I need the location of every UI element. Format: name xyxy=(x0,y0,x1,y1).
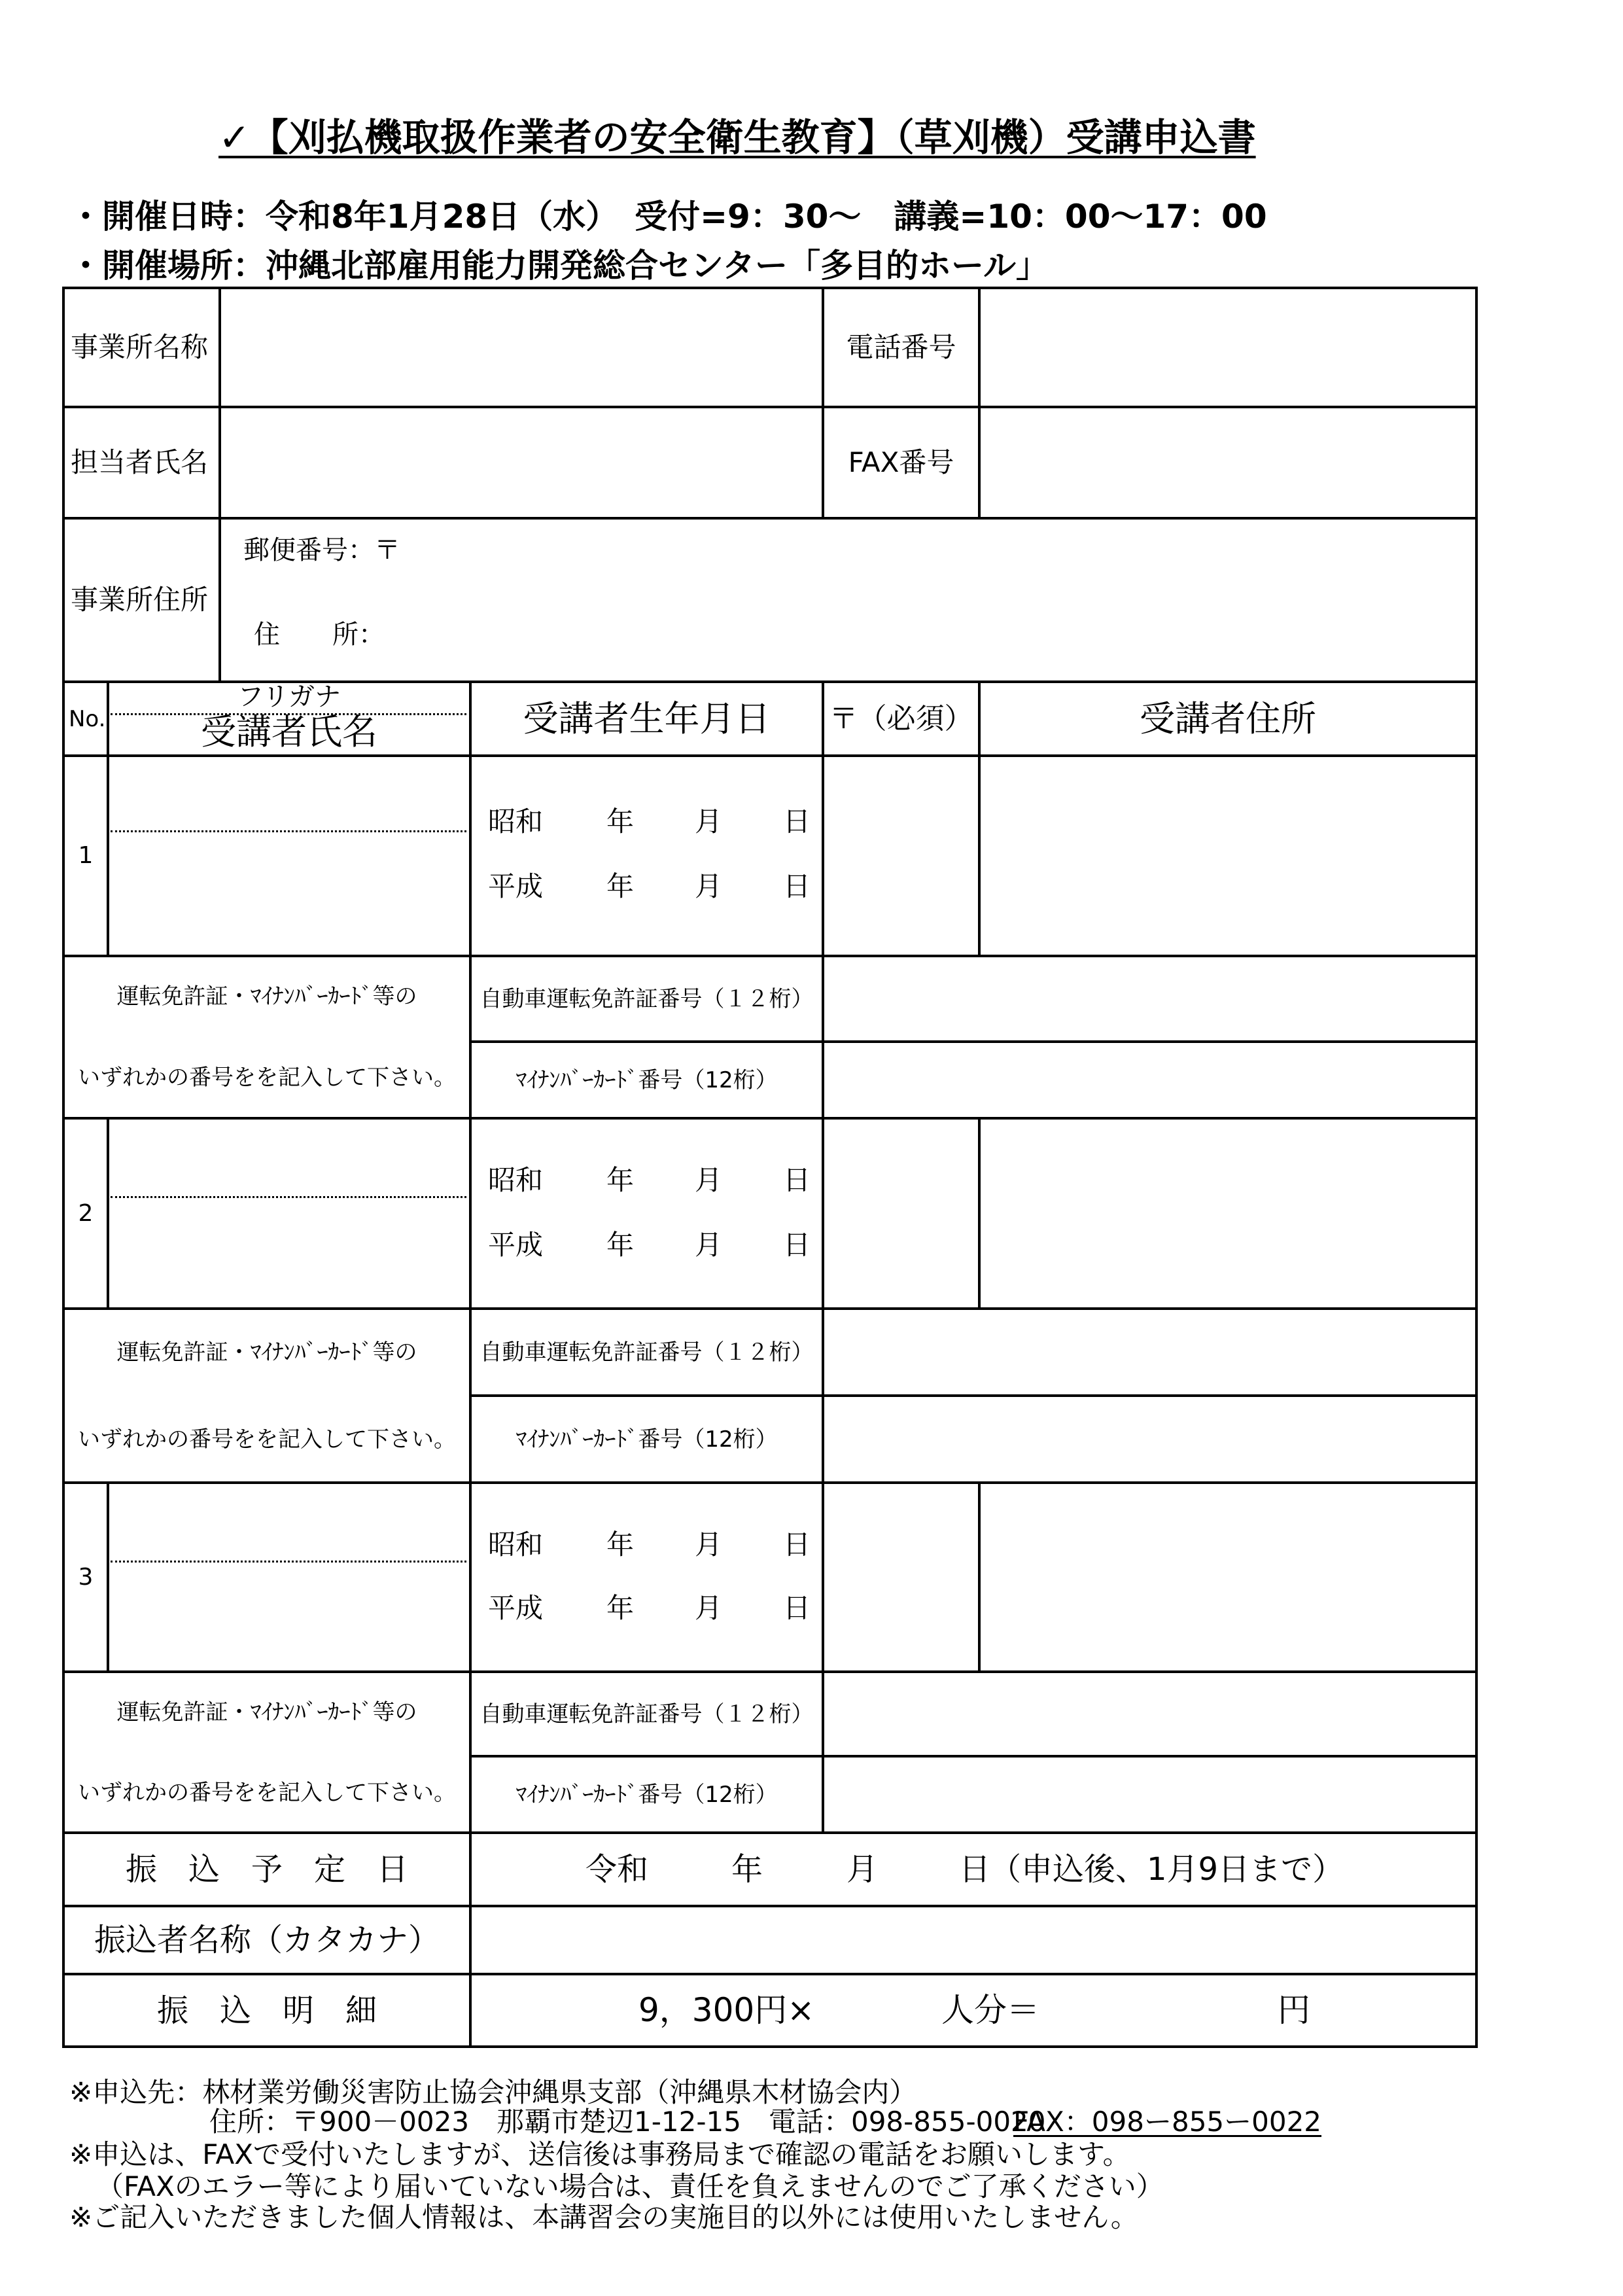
era-heisei-label: 平成 xyxy=(488,1592,544,1624)
header-furigana: フリガナ xyxy=(237,681,341,712)
day-label: 日 xyxy=(783,1528,811,1561)
driver-license-label: 自動車運転免許証番号（１２桁） xyxy=(480,1339,814,1366)
participant-number: 2 xyxy=(78,1199,94,1227)
company-name-field xyxy=(220,288,823,407)
era-heisei-label: 平成 xyxy=(488,1229,544,1261)
transfer-date-day: 日 xyxy=(959,1851,991,1888)
driver-license-field xyxy=(823,1309,1476,1396)
footer-note-privacy: ※ご記入いただきました個人情報は、本講習会の実施目的以外には使用いたしません。 xyxy=(69,2201,1138,2233)
driver-license-field xyxy=(823,956,1476,1042)
month-label: 月 xyxy=(695,1592,723,1624)
license-note-line2: いずれかの番号をを記入して下さい。 xyxy=(78,1065,456,1091)
participant-name-field xyxy=(108,1118,470,1309)
footer-note-fax-error: （FAXのエラー等により届いていない場合は、責任を負えませんのでご了承ください） xyxy=(96,2170,1164,2202)
my-number-label: ﾏｲﾅﾝﾊﾞｰｶｰﾄﾞ番号（12桁） xyxy=(515,1067,778,1093)
participant-address-field xyxy=(979,1118,1476,1309)
header-no: No. xyxy=(69,705,106,732)
fax-label: FAX番号 xyxy=(848,446,954,478)
phone-label: 電話番号 xyxy=(846,331,956,363)
license-note xyxy=(63,956,470,1118)
month-label: 月 xyxy=(695,1229,723,1261)
era-heisei-label: 平成 xyxy=(488,870,544,902)
month-label: 月 xyxy=(695,805,723,838)
footer-address: 住所：〒900－0023 那覇市楚辺1-12-15 電話：098-855-0020 xyxy=(209,2106,1046,2138)
driver-license-field xyxy=(823,1672,1476,1756)
month-label: 月 xyxy=(695,1164,723,1196)
license-note-line2: いずれかの番号をを記入して下さい。 xyxy=(78,1426,456,1453)
participant-name-field xyxy=(108,1483,470,1672)
license-note xyxy=(63,1672,470,1833)
year-label: 年 xyxy=(606,1528,635,1561)
participant-address-field xyxy=(979,756,1476,956)
transfer-date-deadline-note: （申込後、1月9日まで） xyxy=(990,1851,1344,1888)
day-label: 日 xyxy=(783,1164,811,1196)
license-note-line1: 運転免許証・ﾏｲﾅﾝﾊﾞｰｶｰﾄﾞ等の xyxy=(116,1699,417,1725)
header-participant-address: 受講者住所 xyxy=(1140,698,1316,739)
era-showa-label: 昭和 xyxy=(488,805,544,838)
footer-contact: ※申込先：林材業労働災害防止協会沖縄県支部（沖縄県木材協会内） xyxy=(69,2076,917,2108)
header-postal-required: 〒（必須） xyxy=(829,701,973,735)
participant-name-field xyxy=(108,756,470,956)
form-title: ✓【刈払機取扱作業者の安全衛生教育】（草刈機）受講申込書 xyxy=(218,115,1256,160)
participant-number: 1 xyxy=(78,842,94,869)
license-note-line1: 運転免許証・ﾏｲﾅﾝﾊﾞｰｶｰﾄﾞ等の xyxy=(116,1339,417,1366)
transfer-date-month: 月 xyxy=(846,1851,879,1888)
contact-person-label: 担当者氏名 xyxy=(71,446,209,478)
contact-person-field xyxy=(220,407,823,518)
event-venue: ・開催場所：沖縄北部雇用能力開発総合センター「多目的ホール」 xyxy=(69,247,1049,285)
total-yen-label: 円 xyxy=(1278,1991,1310,2029)
participant-postal-field xyxy=(823,1118,979,1309)
phone-field xyxy=(979,288,1476,407)
day-label: 日 xyxy=(783,1592,811,1624)
my-number-field xyxy=(823,1042,1476,1118)
month-label: 月 xyxy=(695,870,723,902)
event-datetime: ・開催日時：令和8年1月28日（水） 受付=9：30～ 講義=10：00～17：00 xyxy=(69,198,1267,236)
header-birthdate: 受講者生年月日 xyxy=(523,698,771,739)
transfer-date-era: 令和 xyxy=(585,1851,649,1888)
my-number-label: ﾏｲﾅﾝﾊﾞｰｶｰﾄﾞ番号（12桁） xyxy=(515,1426,778,1453)
driver-license-label: 自動車運転免許証番号（１２桁） xyxy=(480,985,814,1012)
day-label: 日 xyxy=(783,870,811,902)
day-label: 日 xyxy=(783,805,811,838)
license-note-line1: 運転免許証・ﾏｲﾅﾝﾊﾞｰｶｰﾄﾞ等の xyxy=(116,983,417,1010)
year-label: 年 xyxy=(606,1592,635,1624)
payer-name-label: 振込者名称（カタカナ） xyxy=(94,1922,440,1958)
participant-postal-field xyxy=(823,1483,979,1672)
footer-fax: FAX：098ー855ー0022 xyxy=(1013,2106,1322,2138)
fee-per-person: 9，300円× xyxy=(638,1991,815,2029)
month-label: 月 xyxy=(695,1528,723,1561)
driver-license-label: 自動車運転免許証番号（１２桁） xyxy=(480,1701,814,1727)
year-label: 年 xyxy=(606,1164,635,1196)
my-number-field xyxy=(823,1396,1476,1483)
my-number-field xyxy=(823,1756,1476,1833)
footer-note-fax: ※申込は、FAXで受付いたしますが、送信後は事務局まで確認の電話をお願いします。 xyxy=(69,2138,1130,2170)
fax-field xyxy=(979,407,1476,518)
year-label: 年 xyxy=(606,805,635,838)
year-label: 年 xyxy=(606,1229,635,1261)
day-label: 日 xyxy=(783,1229,811,1261)
street-address-label: 住 所： xyxy=(254,620,385,650)
postal-code-label: 郵便番号：〒 xyxy=(243,535,400,565)
company-address-field xyxy=(220,518,1476,682)
license-note xyxy=(63,1309,470,1483)
transfer-date-label: 振 込 予 定 日 xyxy=(125,1851,408,1888)
people-count-label: 人分＝ xyxy=(941,1991,1039,2029)
transfer-date-year: 年 xyxy=(731,1851,763,1888)
payer-name-field xyxy=(470,1906,1476,1974)
participant-number: 3 xyxy=(78,1563,94,1591)
participant-address-field xyxy=(979,1483,1476,1672)
my-number-label: ﾏｲﾅﾝﾊﾞｰｶｰﾄﾞ番号（12桁） xyxy=(515,1781,778,1808)
header-participant-name: 受講者氏名 xyxy=(201,711,377,752)
participant-postal-field xyxy=(823,756,979,956)
company-name-label: 事業所名称 xyxy=(71,331,209,363)
transfer-detail-label: 振 込 明 細 xyxy=(156,1992,377,2029)
company-address-label: 事業所住所 xyxy=(71,584,209,616)
license-note-line2: いずれかの番号をを記入して下さい。 xyxy=(78,1779,456,1806)
year-label: 年 xyxy=(606,870,635,902)
era-showa-label: 昭和 xyxy=(488,1528,544,1561)
era-showa-label: 昭和 xyxy=(488,1164,544,1196)
